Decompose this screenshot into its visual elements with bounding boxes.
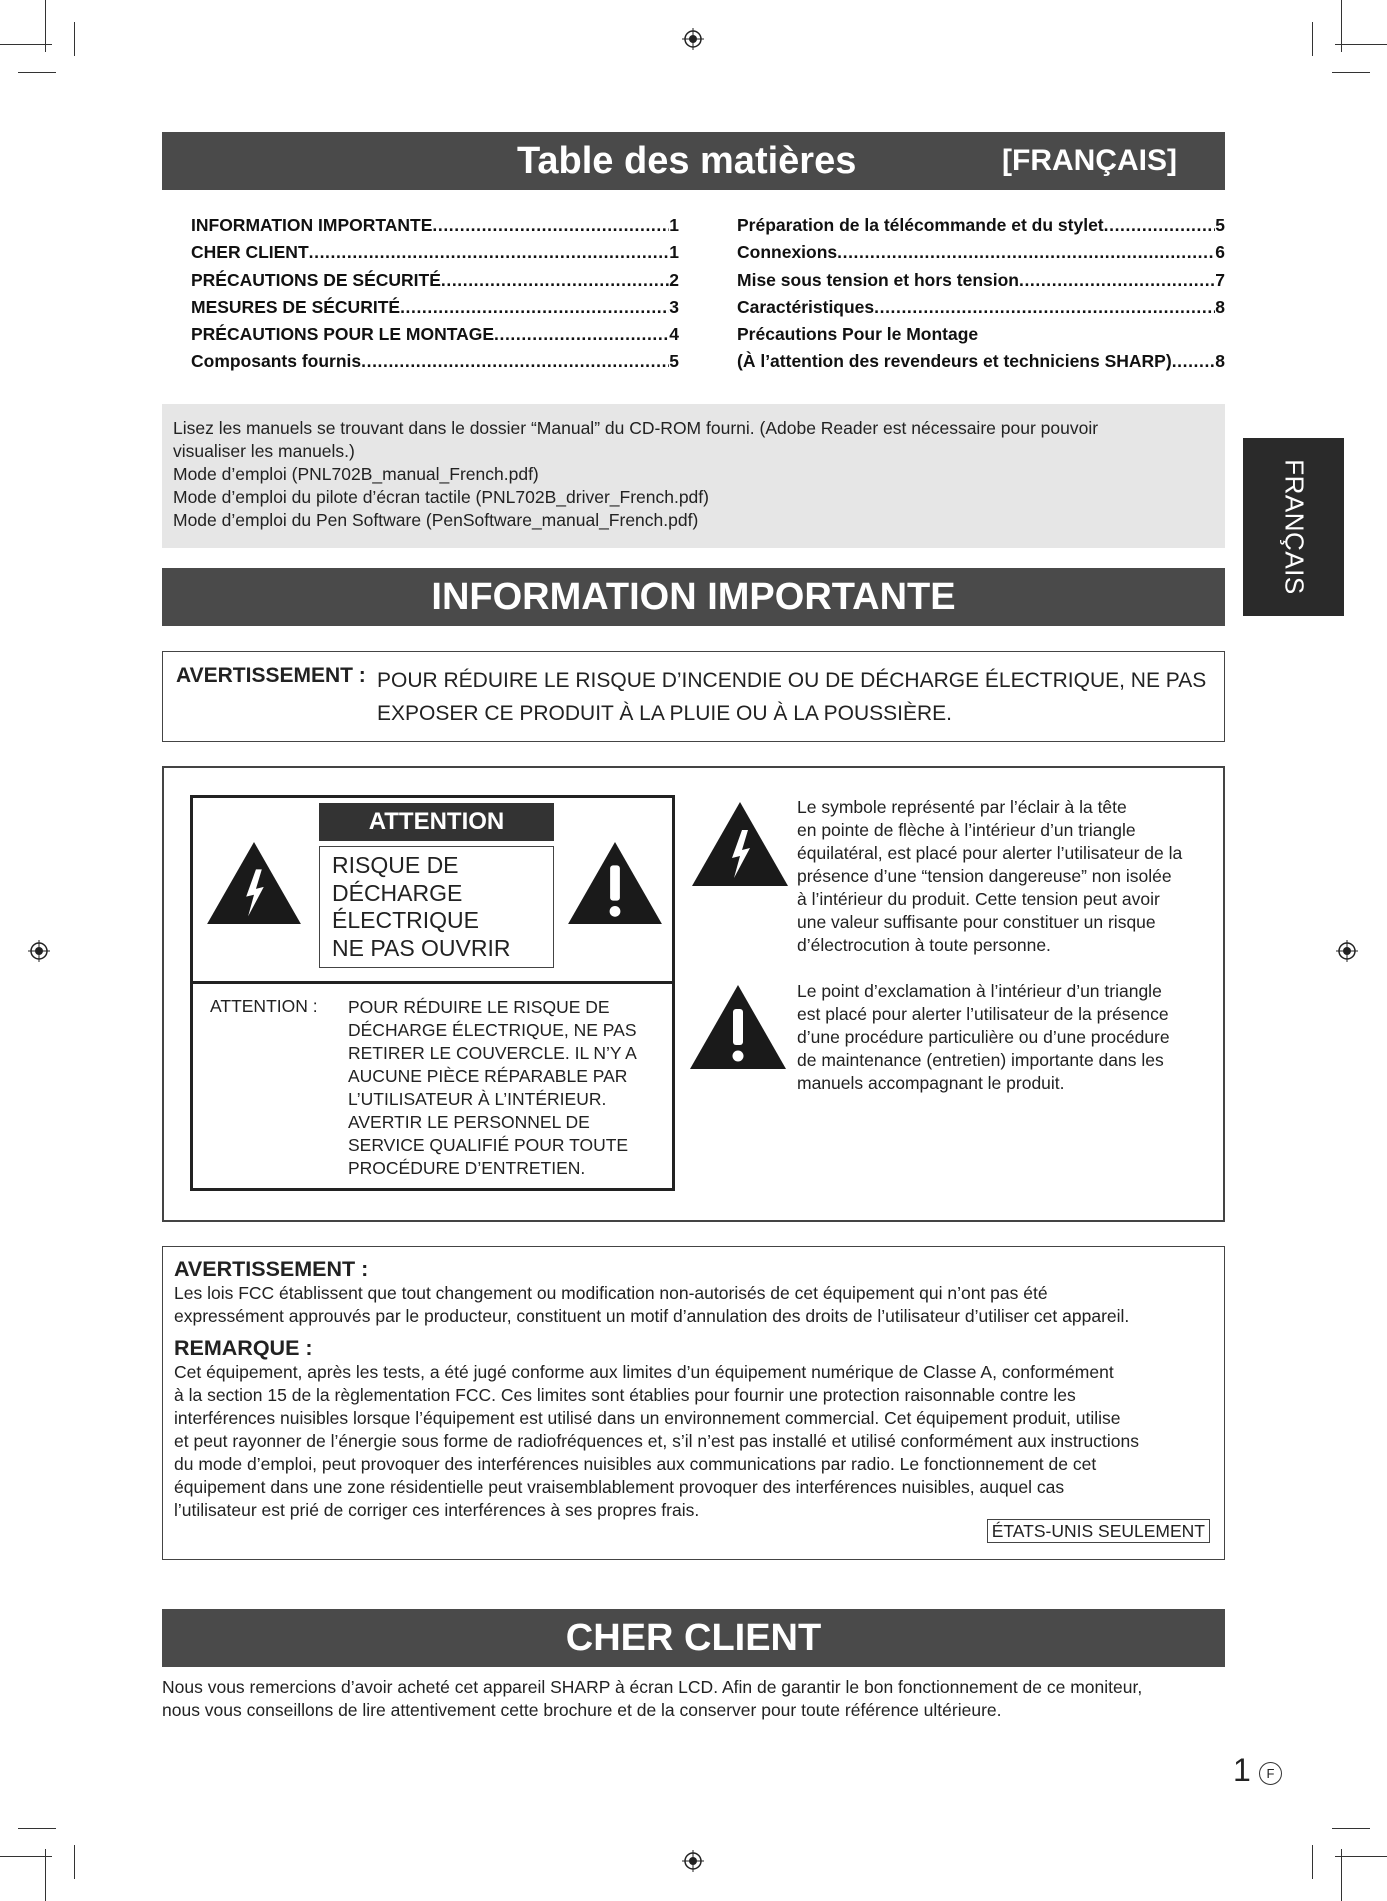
- toc-entry[interactable]: Composants fournis ..... 5: [191, 351, 679, 378]
- fcc-warning-text: Les lois FCC établissent que tout changement ou modification non-autorisés de cet équipement qui n’ont pas été expressément approuvés par le producteur, constituent un motif d’annulation des droits de l’utilisateur d’utiliser cet appareil.: [174, 1283, 1130, 1326]
- caution-label-panel: [190, 795, 675, 1191]
- crop-mark: [18, 72, 56, 73]
- manuals-line: Mode d’emploi (PNL702B_manual_French.pdf): [173, 464, 539, 484]
- toc-entry[interactable]: Précautions Pour le Montage: [737, 324, 979, 345]
- us-only-badge: ÉTATS-UNIS SEULEMENT: [987, 1519, 1210, 1543]
- toc-entry[interactable]: Caractéristiques ..... 8: [737, 297, 1225, 324]
- toc-entry[interactable]: PRÉCAUTIONS POUR LE MONTAGE ..... 4: [191, 324, 679, 351]
- exclamation-warning-icon: [688, 983, 788, 1071]
- registration-mark-icon: [682, 28, 704, 50]
- registration-mark-icon: [682, 1850, 704, 1872]
- divider: [193, 981, 672, 984]
- lightning-warning-icon: [205, 840, 303, 926]
- crop-mark: [1332, 72, 1370, 73]
- crop-mark: [74, 22, 75, 56]
- attention-label-small: ATTENTION :: [210, 996, 318, 1016]
- language-side-tab: [1243, 438, 1344, 616]
- toc-left-column: [191, 215, 679, 379]
- crop-mark: [1335, 44, 1387, 45]
- toc-entry[interactable]: CHER CLIENT ..... 1: [191, 242, 679, 269]
- toc-entry[interactable]: PRÉCAUTIONS DE SÉCURITÉ ..... 2: [191, 270, 679, 297]
- toc-entry[interactable]: Préparation de la télécommande et du stylet ..... 5: [737, 215, 1225, 242]
- language-label: [FRANÇAIS]: [1002, 144, 1177, 177]
- crop-mark: [18, 1828, 56, 1829]
- fcc-note-heading: REMARQUE :: [174, 1336, 313, 1360]
- toc-entry[interactable]: Connexions ..... 6: [737, 242, 1225, 269]
- toc-header: [162, 132, 1225, 190]
- manuals-info-box: [162, 404, 1225, 548]
- warning-label: AVERTISSEMENT :: [176, 664, 366, 687]
- manuals-line: Mode d’emploi du Pen Software (PenSoftware_manual_French.pdf): [173, 510, 699, 530]
- side-tab-label: FRANÇAIS: [1279, 459, 1309, 595]
- client-message: Nous vous remercions d’avoir acheté cet appareil SHARP à écran LCD. Afin de garantir le bon fonctionnement de ce moniteur, nous vous conseillons de lire attentivement cette brochure et de la conserver pour toute référence ultérieure.: [162, 1677, 1143, 1720]
- toc-entry[interactable]: (À l’attention des revendeurs et techniciens SHARP) ..... 8: [737, 351, 1225, 378]
- toc-entry[interactable]: MESURES DE SÉCURITÉ ..... 3: [191, 297, 679, 324]
- important-header: [162, 568, 1225, 626]
- exclamation-symbol-description: Le point d’exclamation à l’intérieur d’un triangle est placé pour alerter l’utilisateur de la présence d’une procédure particulière ou d’une procédure de maintenance (entretien) importante dans les manuels accompagnant le produit.: [797, 981, 1170, 1093]
- page-language-mark: F: [1259, 1762, 1282, 1785]
- client-header: [162, 1609, 1225, 1667]
- toc-entry[interactable]: INFORMATION IMPORTANTE ..... 1: [191, 215, 679, 242]
- crop-mark: [1332, 1828, 1370, 1829]
- manuals-line: visualiser les manuels.): [173, 441, 355, 461]
- page-number: 1: [1233, 1752, 1251, 1788]
- registration-mark-icon: [28, 940, 50, 962]
- toc-right-column: [737, 215, 1225, 379]
- warning-box: [162, 651, 1225, 742]
- important-title: INFORMATION IMPORTANTE: [431, 576, 956, 618]
- attention-label: ATTENTION: [319, 803, 554, 841]
- manuals-line: Lisez les manuels se trouvant dans le dossier “Manual” du CD-ROM fourni. (Adobe Reader est nécessaire pour pouvoir: [173, 418, 1099, 438]
- exclamation-warning-icon: [565, 840, 665, 926]
- lightning-warning-icon: [690, 800, 790, 888]
- crop-mark: [45, 0, 46, 52]
- fcc-warning-heading: AVERTISSEMENT :: [174, 1257, 369, 1281]
- fcc-notice-box: [162, 1246, 1225, 1560]
- registration-mark-icon: [1336, 940, 1358, 962]
- warning-text: POUR RÉDUIRE LE RISQUE D’INCENDIE OU DE DÉCHARGE ÉLECTRIQUE, NE PAS EXPOSER CE PRODUIT À LA PLUIE OU À LA POUSSIÈRE.: [377, 669, 1207, 725]
- manuals-line: Mode d’emploi du pilote d’écran tactile (PNL702B_driver_French.pdf): [173, 487, 709, 507]
- client-title: CHER CLIENT: [565, 1617, 822, 1659]
- crop-mark: [1312, 1845, 1313, 1879]
- lightning-symbol-description: Le symbole représenté par l’éclair à la tête en pointe de flèche à l’intérieur d’un triangle équilatéral, est placé pour alerter l’utilisateur de la présence d’une “tension dangereuse” non isolée à l’intérieur du produit. Cette tension peut avoir une valeur suffisante pour constituer un risque d’électrocution à toute personne.: [797, 797, 1183, 955]
- toc-entry[interactable]: Mise sous tension et hors tension ..... 7: [737, 270, 1225, 297]
- crop-mark: [45, 1849, 46, 1901]
- attention-text: POUR RÉDUIRE LE RISQUE DE DÉCHARGE ÉLECTRIQUE, NE PAS RETIRER LE COUVERCLE. IL N’Y A AUCUNE PIÈCE RÉPARABLE PAR L’UTILISATEUR À L’INTÉRIEUR. AVERTIR LE PERSONNEL DE SERVICE QUALIFIÉ POUR TOUTE PROCÉDURE D’ENTRETIEN.: [348, 997, 637, 1178]
- fcc-note-text: Cet équipement, après les tests, a été jugé conforme aux limites d’un équipement numérique de Classe A, conformément à la section 15 de la règlementation FCC. Ces limites sont établies pour fournir une protection raisonnable contre les interférences nuisibles lorsque l’équipement est utilisé dans un environnement commercial. Cet équipement produit, utilise et peut rayonner de l’énergie sous forme de radiofréquences et, s’il n’est pas installé et utilisé conformément aux instructions du mode d’emploi, peut provoquer des interférences nuisibles aux communications par radio. Le fonctionnement de cet équipement dans une zone résidentielle peut vraisemblablement provoquer des interférences nuisibles, auquel cas l’utilisateur est prié de corriger ces interférences à ses propres frais.: [174, 1362, 1139, 1520]
- crop-mark: [1341, 0, 1342, 52]
- crop-mark: [74, 1845, 75, 1879]
- toc-title: Table des matières: [517, 140, 857, 182]
- crop-mark: [1312, 22, 1313, 56]
- crop-mark: [1341, 1849, 1342, 1901]
- crop-mark: [1335, 1856, 1387, 1857]
- risk-text: RISQUE DE DÉCHARGE ÉLECTRIQUE NE PAS OUVRIR: [319, 846, 554, 968]
